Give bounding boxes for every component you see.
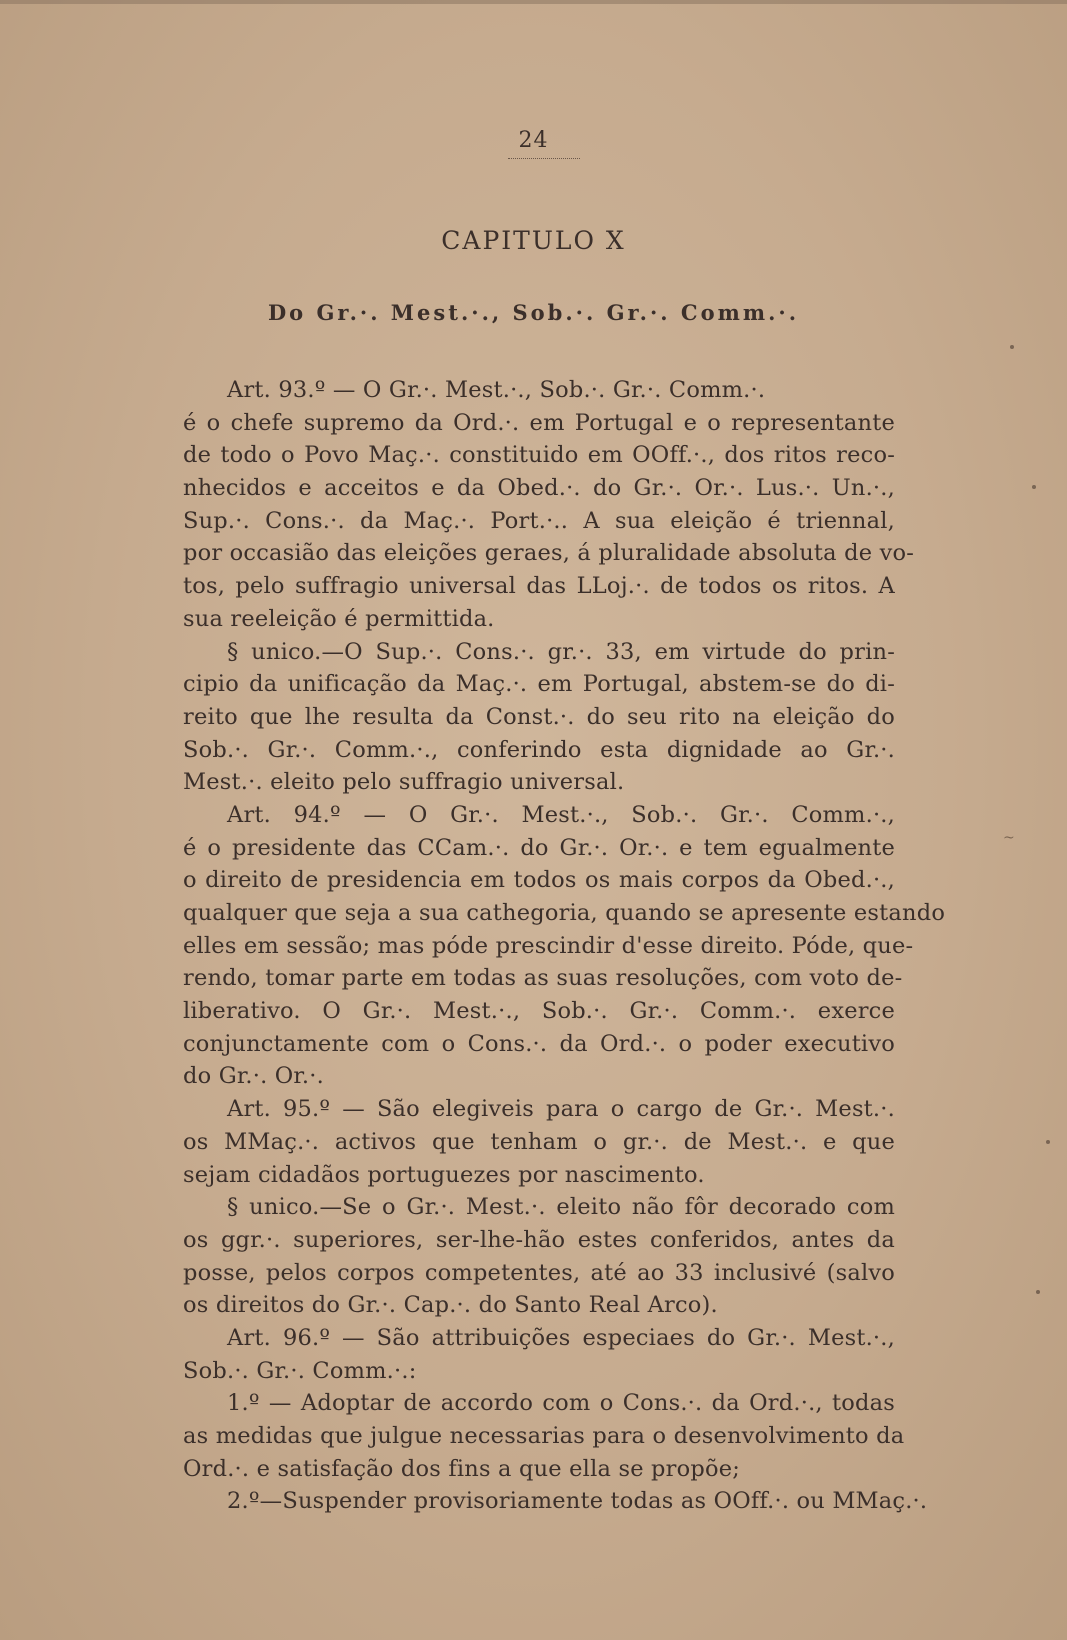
text-line: Sob.·. Gr.·. Comm.·., conferindo esta dignidade ao Gr.·. [183,736,895,763]
text-line: por occasião das eleições geraes, á pluralidade absoluta de vo- [183,540,915,567]
ink-speck [1032,485,1036,489]
text-line: os direitos do Gr.·. Cap.·. do Santo Real Arco). [183,1292,718,1319]
text-line: de todo o Povo Maç.·. constituido em OOff.·., dos ritos reco- [183,442,895,469]
text-line: as medidas que julgue necessarias para o desenvolvimento da [183,1423,905,1449]
text-line: Art. 93.º — O Gr.·. Mest.·., Sob.·. Gr.·. Comm.·. [227,377,766,403]
text-line: cipio da unificação da Maç.·. em Portugal, abstem-se do di- [183,671,895,698]
ink-speck [1036,1290,1040,1294]
text-line: Sup.·. Cons.·. da Maç.·. Port.·.. A sua eleição é triennal, [183,507,895,534]
text-line: é o chefe supremo da Ord.·. em Portugal e o representante [183,409,895,436]
text-line: os MMaç.·. activos que tenham o gr.·. de Mest.·. e que [183,1128,895,1155]
text-line: tos, pelo suffragio universal das LLoj.·. de todos os ritos. A [183,573,895,600]
text-line: rendo, tomar parte em todas as suas resoluções, com voto de- [183,965,903,992]
text-line: Art. 94.º — O Gr.·. Mest.·., Sob.·. Gr.·. Comm.·., [227,801,895,828]
body-text [183,374,946,1518]
section-title: Do Gr.·. Mest.·., Sob.·. Gr.·. Comm.·. [267,300,800,325]
ink-speck [1010,345,1014,349]
text-line: Art. 96.º — São attribuições especiaes do Gr.·. Mest.·., [227,1324,895,1351]
text-line: 1.º — Adoptar de accordo com o Cons.·. da Ord.·., todas [227,1390,895,1417]
text-line: reito que lhe resulta da Const.·. do seu rito na eleição do [183,703,895,730]
text-line: 2.º—Suspender provisoriamente todas as OOff.·. ou MMaç.·. [227,1488,928,1515]
text-line: § unico.—Se o Gr.·. Mest.·. eleito não fôr decorado com [227,1194,895,1221]
text-line: o direito de presidencia em todos os mais corpos da Obed.·., [183,867,895,894]
page-number-rule [508,158,580,159]
text-line: elles em sessão; mas póde prescindir d'esse direito. Póde, que- [183,932,914,959]
text-line: sua reeleição é permittida. [183,605,495,632]
text-line: Ord.·. e satisfação dos fins a que ella se propõe; [183,1455,741,1482]
text-line: liberativo. O Gr.·. Mest.·., Sob.·. Gr.·. Comm.·. exerce [183,998,895,1025]
text-line: § unico.—O Sup.·. Cons.·. gr.·. 33, em virtude do prin- [227,638,895,665]
text-line: conjunctamente com o Cons.·. da Ord.·. o poder executivo [183,1030,895,1057]
margin-mark: ~ [1003,830,1015,846]
text-line: nhecidos e acceitos e da Obed.·. do Gr.·. Or.·. Lus.·. Un.·., [183,475,895,502]
text-line: é o presidente das CCam.·. do Gr.·. Or.·. e tem egualmente [183,834,895,861]
text-line: posse, pelos corpos competentes, até ao 33 inclusivé (salvo [183,1259,895,1286]
text-line: Art. 95.º — São elegiveis para o cargo de Gr.·. Mest.·. [227,1096,895,1123]
text-line: sejam cidadãos portuguezes por nascimento. [183,1161,705,1188]
text-line: os ggr.·. superiores, ser-lhe-hão estes conferidos, antes da [183,1226,895,1253]
page-number: 24 [518,128,549,153]
text-line: Mest.·. eleito pelo suffragio universal. [183,769,625,796]
ink-speck [1046,1140,1050,1144]
text-line: qualquer que seja a sua cathegoria, quando se apresente estando [183,900,946,926]
text-line: Sob.·. Gr.·. Comm.·.: [183,1357,417,1384]
page-top-edge [0,0,1067,4]
text-line: do Gr.·. Or.·. [183,1063,324,1090]
chapter-heading: CAPITULO X [441,226,626,255]
